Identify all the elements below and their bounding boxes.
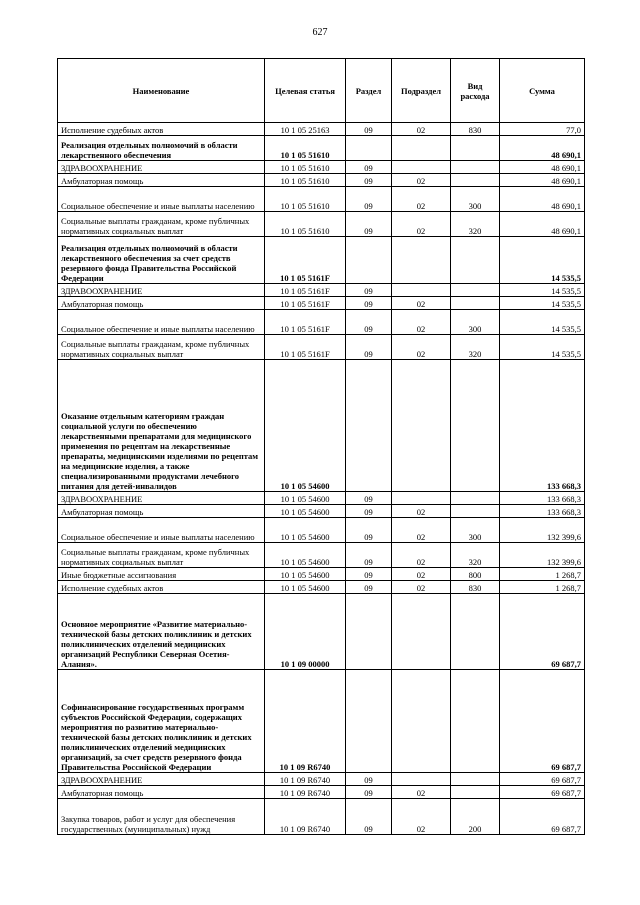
row-code: 10 1 05 54600 (265, 360, 346, 492)
table-row (58, 670, 585, 773)
row-code: 10 1 05 54600 (265, 492, 346, 505)
row-subsection (392, 360, 451, 492)
row-section: 09 (346, 543, 392, 568)
row-code: 10 1 05 54600 (265, 505, 346, 518)
row-subsection (392, 670, 451, 773)
row-subsection: 02 (392, 310, 451, 335)
row-type: 800 (451, 568, 500, 581)
row-type: 830 (451, 123, 500, 136)
row-type: 300 (451, 187, 500, 212)
row-sum: 48 690,1 (500, 161, 585, 174)
row-subsection: 02 (392, 518, 451, 543)
row-name: Исполнение судебных актов (58, 123, 265, 136)
row-sum: 48 690,1 (500, 136, 585, 161)
row-sum: 14 535,5 (500, 297, 585, 310)
row-name: ЗДРАВООХРАНЕНИЕ (58, 284, 265, 297)
row-sum: 133 668,3 (500, 492, 585, 505)
row-subsection: 02 (392, 297, 451, 310)
budget-table (57, 58, 585, 835)
table-row (58, 581, 585, 594)
table-row (58, 187, 585, 212)
row-subsection (392, 492, 451, 505)
row-name: Амбулаторная помощь (58, 505, 265, 518)
row-code: 10 1 05 51610 (265, 212, 346, 237)
row-section (346, 237, 392, 284)
row-code: 10 1 05 5161F (265, 237, 346, 284)
row-section: 09 (346, 335, 392, 360)
row-sum: 14 535,5 (500, 310, 585, 335)
row-code: 10 1 05 51610 (265, 161, 346, 174)
row-sum: 14 535,5 (500, 237, 585, 284)
row-name: Оказание отдельным категориям граждан социальной услуги по обеспечению лекарственными препаратами для медицинского применения по рецептам на лекарственные препараты, медицинскими изделиями по рецептам на медицинские изделия, а также специализированными продуктами лечебного питания для детей-инвалидов (58, 360, 265, 492)
table-row (58, 136, 585, 161)
row-subsection (392, 237, 451, 284)
row-name: Закупка товаров, работ и услуг для обеспечения государственных (муниципальных) нужд (58, 799, 265, 835)
table-row (58, 518, 585, 543)
table-row (58, 174, 585, 187)
row-type (451, 505, 500, 518)
row-section: 09 (346, 297, 392, 310)
row-section: 09 (346, 284, 392, 297)
row-name: Амбулаторная помощь (58, 174, 265, 187)
header-type: Вид расхода (451, 59, 500, 123)
row-type (451, 237, 500, 284)
row-code: 10 1 05 5161F (265, 310, 346, 335)
row-sum: 48 690,1 (500, 174, 585, 187)
row-sum: 69 687,7 (500, 786, 585, 799)
row-type (451, 174, 500, 187)
row-subsection: 02 (392, 786, 451, 799)
row-code: 10 1 05 54600 (265, 568, 346, 581)
row-subsection: 02 (392, 335, 451, 360)
row-code: 10 1 05 54600 (265, 581, 346, 594)
row-code: 10 1 05 5161F (265, 284, 346, 297)
row-code: 10 1 09 R6740 (265, 786, 346, 799)
row-section: 09 (346, 492, 392, 505)
row-name: Исполнение судебных актов (58, 581, 265, 594)
row-sum: 48 690,1 (500, 187, 585, 212)
table-row (58, 594, 585, 670)
row-subsection (392, 284, 451, 297)
row-name: ЗДРАВООХРАНЕНИЕ (58, 773, 265, 786)
header-name: Наименование (58, 59, 265, 123)
row-section (346, 594, 392, 670)
table-row (58, 786, 585, 799)
row-name: Социальные выплаты гражданам, кроме публичных нормативных социальных выплат (58, 543, 265, 568)
row-name: Социальные выплаты гражданам, кроме публичных нормативных социальных выплат (58, 335, 265, 360)
row-name: Социальное обеспечение и иные выплаты населению (58, 310, 265, 335)
row-section: 09 (346, 505, 392, 518)
row-type (451, 284, 500, 297)
row-sum: 69 687,7 (500, 670, 585, 773)
row-type: 320 (451, 335, 500, 360)
row-code: 10 1 05 51610 (265, 136, 346, 161)
table-header-row (58, 59, 585, 123)
header-section: Раздел (346, 59, 392, 123)
row-code: 10 1 05 25163 (265, 123, 346, 136)
row-subsection (392, 594, 451, 670)
row-section (346, 136, 392, 161)
row-name: Софинансирование государственных программ субъектов Российской Федерации, содержащих мероприятия по развитию материально-технической базы детских поликлиник и детских поликлинических отделений медицинских организаций, за счет средств резервного фонда Правительства Российской Федерации (58, 670, 265, 773)
row-name: Амбулаторная помощь (58, 297, 265, 310)
row-sum: 77,0 (500, 123, 585, 136)
table-row (58, 284, 585, 297)
row-sum: 132 399,6 (500, 518, 585, 543)
row-section: 09 (346, 786, 392, 799)
row-subsection: 02 (392, 505, 451, 518)
row-sum: 133 668,3 (500, 505, 585, 518)
row-name: Иные бюджетные ассигнования (58, 568, 265, 581)
row-type (451, 360, 500, 492)
row-code: 10 1 05 5161F (265, 335, 346, 360)
row-section: 09 (346, 174, 392, 187)
table-row (58, 123, 585, 136)
row-sum: 69 687,7 (500, 594, 585, 670)
page-number: 627 (312, 27, 328, 38)
row-name: Амбулаторная помощь (58, 786, 265, 799)
header-code: Целевая статья (265, 59, 346, 123)
row-subsection: 02 (392, 123, 451, 136)
row-type: 300 (451, 310, 500, 335)
row-type (451, 492, 500, 505)
row-name: Реализация отдельных полномочий в области лекарственного обеспечения за счет средств резервного фонда Правительства Российской Федерации (58, 237, 265, 284)
row-type (451, 161, 500, 174)
table-row (58, 799, 585, 835)
row-type (451, 786, 500, 799)
row-type: 320 (451, 212, 500, 237)
header-subsection: Подраздел (392, 59, 451, 123)
table-row (58, 237, 585, 284)
row-code: 10 1 09 R6740 (265, 773, 346, 786)
header-sum: Сумма (500, 59, 585, 123)
table-row (58, 492, 585, 505)
row-code: 10 1 05 51610 (265, 174, 346, 187)
row-sum: 14 535,5 (500, 284, 585, 297)
row-type (451, 297, 500, 310)
table-row (58, 505, 585, 518)
row-sum: 1 268,7 (500, 568, 585, 581)
row-name: Основное мероприятие «Развитие материально-технической базы детских поликлиник и детских поликлинических отделений медицинских организаций Республики Северная Осетия-Алания». (58, 594, 265, 670)
row-name: Социальные выплаты гражданам, кроме публичных нормативных социальных выплат (58, 212, 265, 237)
row-type (451, 136, 500, 161)
row-code: 10 1 09 R6740 (265, 799, 346, 835)
row-code: 10 1 09 R6740 (265, 670, 346, 773)
row-section (346, 360, 392, 492)
row-code: 10 1 09 00000 (265, 594, 346, 670)
row-section: 09 (346, 161, 392, 174)
row-type (451, 773, 500, 786)
row-subsection: 02 (392, 212, 451, 237)
table-row (58, 161, 585, 174)
row-subsection: 02 (392, 581, 451, 594)
row-name: Реализация отдельных полномочий в области лекарственного обеспечения (58, 136, 265, 161)
row-section: 09 (346, 187, 392, 212)
row-subsection (392, 136, 451, 161)
row-subsection: 02 (392, 543, 451, 568)
row-sum: 132 399,6 (500, 543, 585, 568)
row-type (451, 594, 500, 670)
table-row (58, 568, 585, 581)
table-row (58, 297, 585, 310)
row-type: 200 (451, 799, 500, 835)
row-section (346, 670, 392, 773)
row-type (451, 670, 500, 773)
row-name: ЗДРАВООХРАНЕНИЕ (58, 492, 265, 505)
row-name: ЗДРАВООХРАНЕНИЕ (58, 161, 265, 174)
row-subsection: 02 (392, 568, 451, 581)
row-section: 09 (346, 518, 392, 543)
table-row (58, 335, 585, 360)
row-section: 09 (346, 310, 392, 335)
row-subsection: 02 (392, 174, 451, 187)
row-code: 10 1 05 54600 (265, 518, 346, 543)
row-sum: 14 535,5 (500, 335, 585, 360)
row-sum: 69 687,7 (500, 773, 585, 786)
row-section: 09 (346, 581, 392, 594)
row-type: 300 (451, 518, 500, 543)
row-name: Социальное обеспечение и иные выплаты населению (58, 518, 265, 543)
row-code: 10 1 05 54600 (265, 543, 346, 568)
row-section: 09 (346, 568, 392, 581)
row-subsection (392, 161, 451, 174)
row-sum: 1 268,7 (500, 581, 585, 594)
row-type: 320 (451, 543, 500, 568)
row-name: Социальное обеспечение и иные выплаты населению (58, 187, 265, 212)
row-section: 09 (346, 773, 392, 786)
row-subsection: 02 (392, 799, 451, 835)
row-section: 09 (346, 123, 392, 136)
row-sum: 48 690,1 (500, 212, 585, 237)
row-section: 09 (346, 799, 392, 835)
table-row (58, 773, 585, 786)
row-sum: 69 687,7 (500, 799, 585, 835)
table-row (58, 310, 585, 335)
row-code: 10 1 05 51610 (265, 187, 346, 212)
row-type: 830 (451, 581, 500, 594)
row-sum: 133 668,3 (500, 360, 585, 492)
table-row (58, 543, 585, 568)
row-subsection: 02 (392, 187, 451, 212)
row-section: 09 (346, 212, 392, 237)
row-code: 10 1 05 5161F (265, 297, 346, 310)
table-row (58, 212, 585, 237)
table-row (58, 360, 585, 492)
row-subsection (392, 773, 451, 786)
